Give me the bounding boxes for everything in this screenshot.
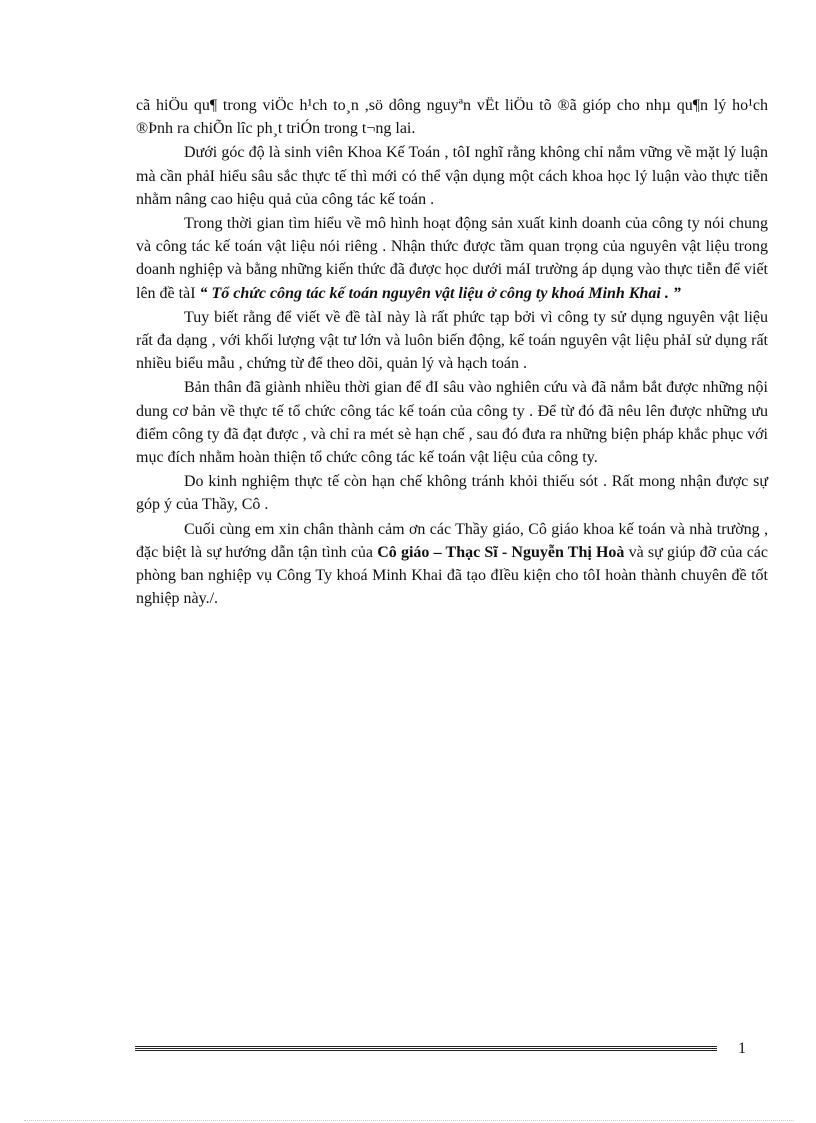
paragraph-5: Bản thân đã giành nhiều thời gian để đI sâu vào nghiên cứu và đã nắm bắt được những nội dung cơ bản về thực tế tổ chức công tác kế toán của công ty . Để từ đó đã nêu lên được những ưu điểm công ty đã đạt được , và chỉ ra mét sè hạn chế , sau đó đưa ra những biện pháp khắc phục với mục đích nhằm hoàn thiện tổ chức công tác kế toán vật liệu của công ty. xyxy=(136,379,768,467)
paragraph-1: cã hiÖu qu¶ trong viÖc h¹ch to¸n ,sö dông nguyªn vËt liÖu tõ ®ã gióp cho nhµ qu¶n lý ho¹ch ®Þnh ra chiÕn lîc ph¸t triÓn trong t¬ng lai. xyxy=(136,97,768,138)
paragraph-3-text: Trong thời gian tìm hiểu về mô hình hoạt động sản xuất kinh doanh của công ty nói chung và công tác kế toán vật liệu nói riêng . Nhận thức được tầm quan trọng của nguyên vật liệu trong doanh nghiệp và bằng những kiến thức đã được học dưới máI trường áp dụng vào thực tiễn để viết lên đề tàI xyxy=(136,215,768,302)
page-edge-divider xyxy=(24,1120,794,1121)
advisor-name: Cô giáo – Thạc Sĩ - Nguyễn Thị Hoà xyxy=(377,543,625,561)
paragraph-2: Dưới góc độ là sinh viên Khoa Kế Toán , tôI nghĩ rằng không chỉ nắm vững về mặt lý luận mà cần phảI hiểu sâu sắc thực tế thì mới có thể vận dụng một cách khoa học lý luận vào thực tiễn nhằm nâng cao hiệu quả của công tác kế toán . xyxy=(136,144,768,208)
thesis-title: “ Tổ chức công tác kế toán nguyên vật liệu ở công ty khoá Minh Khai . ” xyxy=(199,284,681,302)
paragraph-7-text-start: Cuối cùng em xin chân thành cảm ơn các Thầy giáo, Cô giáo khoa kế toán và nhà trường , đặc biệt là sự hướng dẫn tận tình của xyxy=(136,520,768,561)
paragraph-7 xyxy=(136,518,768,611)
paragraph-4: Tuy biết rằng để viết về đề tàI này là rất phức tạp bởi vì công ty sử dụng nguyên vật liệu rất đa dạng , với khối lượng vật tư lớn và luôn biến động, kế toán nguyên vật liệu phảI sử dụng rất nhiều biểu mẫu , chứng từ để theo dõi, quản lý và hạch toán . xyxy=(136,308,768,373)
paragraph-6: Do kinh nghiệm thực tế còn hạn chế không tránh khỏi thiếu sót . Rất mong nhận được sự góp ý của Thầy, Cô . xyxy=(136,473,768,514)
page-number: 1 xyxy=(738,1040,746,1057)
body-text xyxy=(136,94,768,611)
paragraph-7-text-end: và sự giúp đỡ của các phòng ban nghiệp vụ Công Ty khoá Minh Khai đã tạo đIều kiện cho tôI hoàn thành chuyên đề tốt nghiệp này./. xyxy=(136,543,768,608)
paragraph-3 xyxy=(136,212,768,305)
footer-rule xyxy=(135,1046,717,1051)
